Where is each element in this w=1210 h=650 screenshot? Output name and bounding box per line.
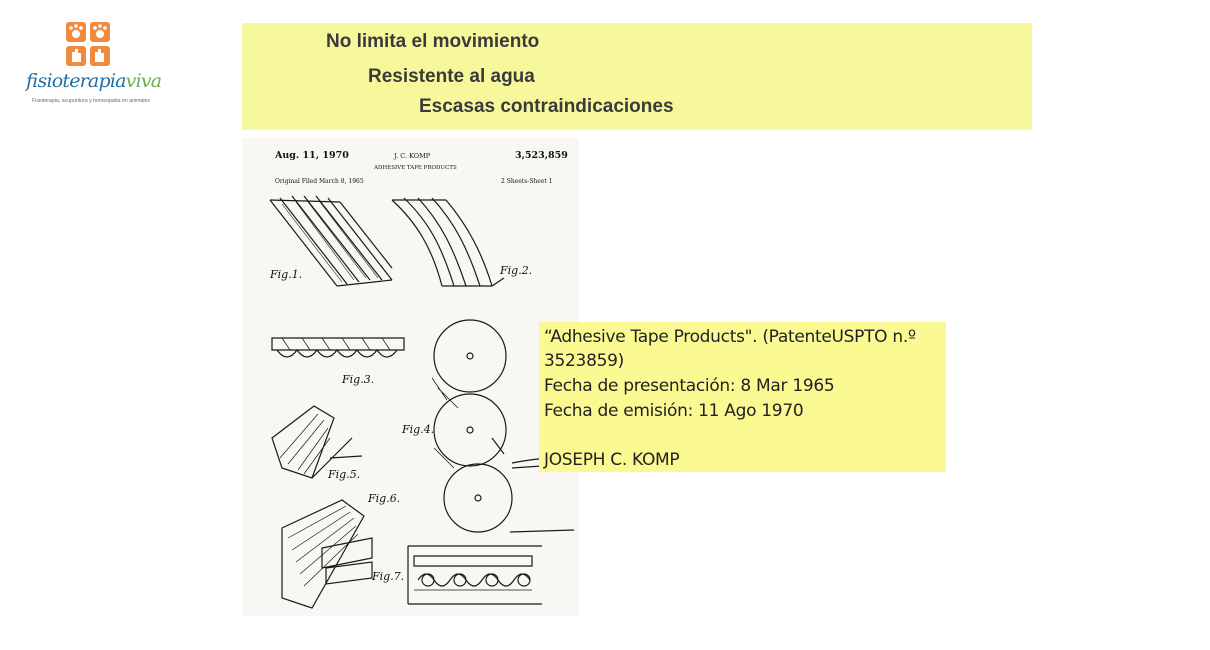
fig-1-label: Fig.1. (270, 268, 303, 281)
fig-7-label: Fig.7. (372, 570, 405, 583)
patent-info-box (539, 322, 946, 472)
paw-hands-icon (66, 22, 110, 66)
patent-sheet: 2 Sheets-Sheet 1 (501, 178, 553, 185)
fig-4-label: Fig.4. (402, 423, 435, 436)
fig-6-label: Fig.6. (368, 492, 401, 505)
brand-logo (24, 20, 162, 112)
patent-inventor: J. C. KOMP (394, 152, 431, 160)
info-filing-date: Fecha de presentación: 8 Mar 1965 (544, 376, 835, 396)
logo-tagline: Fisioterapia, acupuntura y homeopatía en animales (32, 98, 150, 104)
benefit-line-3: Escasas contraindicaciones (419, 96, 674, 117)
logo-text-part2: viva (125, 70, 162, 92)
info-issue-date: Fecha de emisión: 11 Ago 1970 (544, 401, 804, 421)
info-title-line: “Adhesive Tape Products". (PatenteUSPTO n.º (544, 327, 916, 347)
patent-drawing (242, 138, 579, 616)
patent-date: Aug. 11, 1970 (275, 150, 349, 161)
patent-figures-illustration (242, 138, 579, 616)
patent-number: 3,523,859 (515, 150, 568, 161)
logo-text-part1: fisioterapia (26, 70, 126, 92)
fig-2-label: Fig.2. (500, 264, 533, 277)
info-number-line: 3523859) (544, 351, 624, 371)
fig-5-label: Fig.5. (328, 468, 361, 481)
benefit-line-1: No limita el movimiento (326, 31, 540, 52)
patent-filed: Original Filed March 8, 1965 (275, 178, 364, 185)
benefits-banner (242, 23, 1032, 130)
benefit-line-2: Resistente al agua (368, 66, 535, 87)
info-inventor: JOSEPH C. KOMP (544, 450, 680, 470)
logo-wordmark (26, 70, 162, 92)
fig-3-label: Fig.3. (342, 373, 375, 386)
patent-title: ADHESIVE TAPE PRODUCTS (374, 165, 457, 171)
